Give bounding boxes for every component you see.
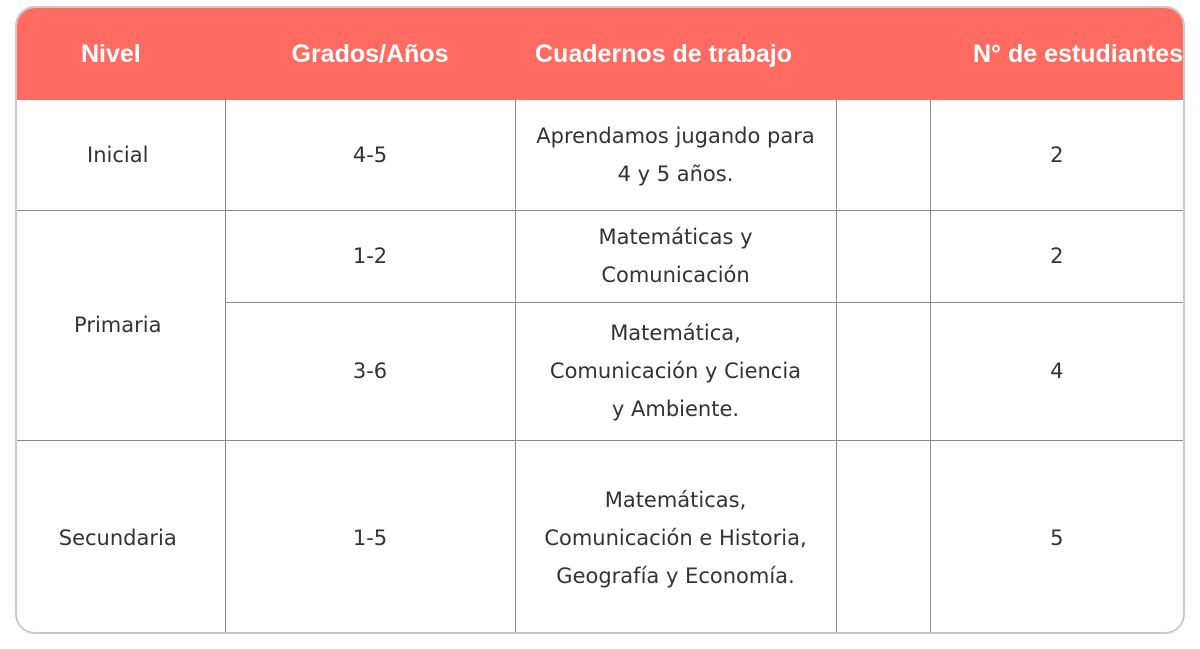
cell-estudiantes: 4 — [930, 302, 1183, 440]
cell-estudiantes: 5 — [930, 440, 1183, 634]
header-estudiantes: N° de estudiantes — [930, 8, 1183, 100]
cell-cuadernos — [515, 440, 836, 634]
cuadernos-line: Comunicación e Historia, — [544, 526, 807, 551]
cell-grados: 4-5 — [225, 100, 515, 210]
cuadernos-line: Matemáticas, — [604, 488, 747, 513]
cell-estudiantes: 2 — [930, 100, 1183, 210]
cell-cuadernos — [515, 100, 836, 210]
table-row — [17, 210, 1183, 302]
cell-estudiantes: 2 — [930, 210, 1183, 302]
cuadernos-line: y Ambiente. — [611, 397, 740, 421]
cuadernos-line: Matemáticas y — [598, 225, 753, 249]
cell-grados: 3-6 — [225, 302, 515, 440]
header-spacer — [836, 8, 930, 100]
table-row — [17, 440, 1183, 634]
cuadernos-line: Aprendamos jugando para — [536, 123, 815, 148]
cell-spacer — [836, 440, 930, 634]
cell-nivel — [17, 100, 225, 210]
cell-nivel — [17, 210, 225, 440]
workbooks-table — [17, 8, 1183, 634]
header-cuadernos: Cuadernos de trabajo — [515, 8, 836, 100]
cell-cuadernos — [515, 302, 836, 440]
cell-grados: 1-2 — [225, 210, 515, 302]
cell-spacer — [836, 302, 930, 440]
table-row — [17, 100, 1183, 210]
nivel-primaria: Primaria — [74, 313, 162, 337]
header-nivel: Nivel — [17, 8, 225, 100]
cell-spacer — [836, 210, 930, 302]
nivel-inicial: Inicial — [87, 142, 149, 167]
cuadernos-line: 4 y 5 años. — [617, 161, 734, 186]
cell-spacer — [836, 100, 930, 210]
header-grados: Grados/Años — [225, 8, 515, 100]
cell-cuadernos — [515, 210, 836, 302]
table-container — [15, 6, 1185, 634]
cuadernos-line: Comunicación y Ciencia — [549, 359, 802, 383]
nivel-secundaria: Secundaria — [58, 526, 177, 551]
cell-nivel — [17, 440, 225, 634]
cuadernos-line: Matemática, — [610, 321, 741, 345]
cell-grados: 1-5 — [225, 440, 515, 634]
table-header-row — [17, 8, 1183, 100]
cuadernos-line: Geografía y Economía. — [556, 564, 795, 589]
cuadernos-line: Comunicación — [601, 263, 750, 287]
